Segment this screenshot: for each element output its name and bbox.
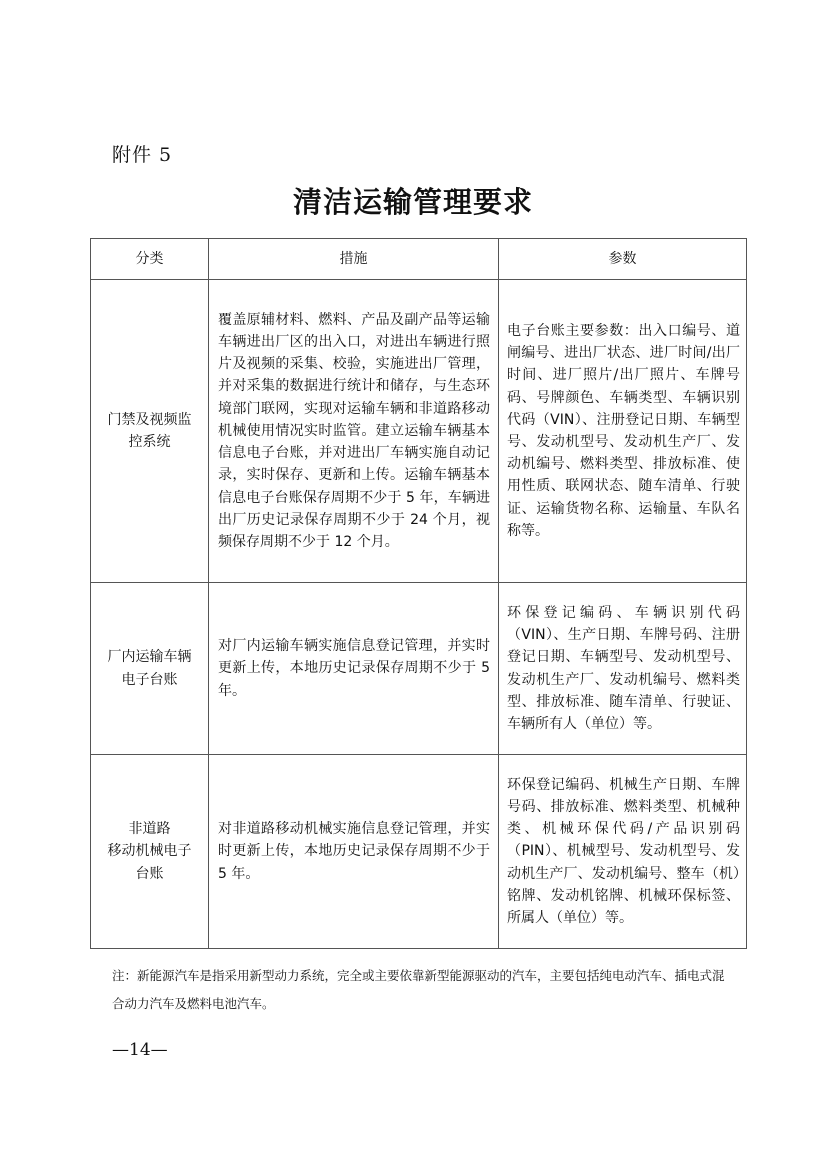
category-line: 电子台账 <box>121 671 178 688</box>
row-measure: 覆盖原辅材料、燃料、产品及副产品等运输车辆进出厂区的出入口，对进出车辆进行照片及视频的采集、校验，实施进出厂管理，并对采集的数据进行统计和储存，与生态环境部门联网，实现对运输车辆和非道路移动机械使用情况实时监管。建立运输车辆基本信息电子台账，并对进出厂车辆实施自动记录，实时保存、更新和上传。运输车辆基本信息电子台账保存周期不少于 5 年，车辆进出厂历史记录保存周期不少于 24 个月，视频保存周期不少于 12 个月。 <box>209 280 499 583</box>
requirements-table <box>90 238 747 949</box>
footnote: 注：新能源汽车是指采用新型动力系统，完全或主要依靠新型能源驱动的汽车，主要包括纯电动汽车、插电式混合动力汽车及燃料电池汽车。 <box>112 968 725 1011</box>
table-row <box>91 583 747 755</box>
category-line: 非道路 <box>128 821 171 838</box>
header-category: 分类 <box>91 239 209 280</box>
header-measures: 措施 <box>209 239 499 280</box>
table-header-row <box>91 239 747 280</box>
row-measure: 对非道路移动机械实施信息登记管理，并实时更新上传，本地历史记录保存周期不少于 5 年。 <box>209 755 499 949</box>
category-line: 移动机械电子 <box>107 843 192 860</box>
category-line: 台账 <box>135 865 164 882</box>
row-category <box>91 280 209 583</box>
category-line: 厂内运输车辆 <box>107 649 192 666</box>
attachment-label: 附件 5 <box>112 144 173 166</box>
document-title: 清洁运输管理要求 <box>292 185 533 219</box>
category-line: 门禁及视频监 <box>107 411 192 428</box>
category-line: 控系统 <box>128 434 171 450</box>
row-category <box>91 583 209 755</box>
table-row <box>91 755 747 949</box>
row-category <box>91 755 209 949</box>
row-parameters: 电子台账主要参数：出入口编号、道闸编号、进出厂状态、进厂时间/出厂时间、进厂照片/出厂照片、车牌号码、号牌颜色、车辆类型、车辆识别代码（VIN）、注册登记日期、车辆型号、发动机型号、发动机生产厂、发动机编号、燃料类型、排放标准、使用性质、联网状态、随车清单、行驶证、运输货物名称、运输量、车队名称等。 <box>499 280 747 583</box>
page-number: —14— <box>112 1040 168 1060</box>
header-parameters: 参数 <box>499 239 747 280</box>
row-parameters: 环保登记编码、车辆识别代码（VIN）、生产日期、车牌号码、注册登记日期、车辆型号、发动机型号、发动机生产厂、发动机编号、燃料类型、排放标准、随车清单、行驶证、车辆所有人（单位）等。 <box>499 583 747 755</box>
table-row <box>91 280 747 583</box>
row-parameters: 环保登记编码、机械生产日期、车牌号码、排放标准、燃料类型、机械种类、机械环保代码/产品识别码（PIN）、机械型号、发动机型号、发动机生产厂、发动机编号、整车（机）铭牌、发动机铭牌、机械环保标签、所属人（单位）等。 <box>499 755 747 949</box>
row-measure: 对厂内运输车辆实施信息登记管理，并实时更新上传，本地历史记录保存周期不少于 5 年。 <box>209 583 499 755</box>
